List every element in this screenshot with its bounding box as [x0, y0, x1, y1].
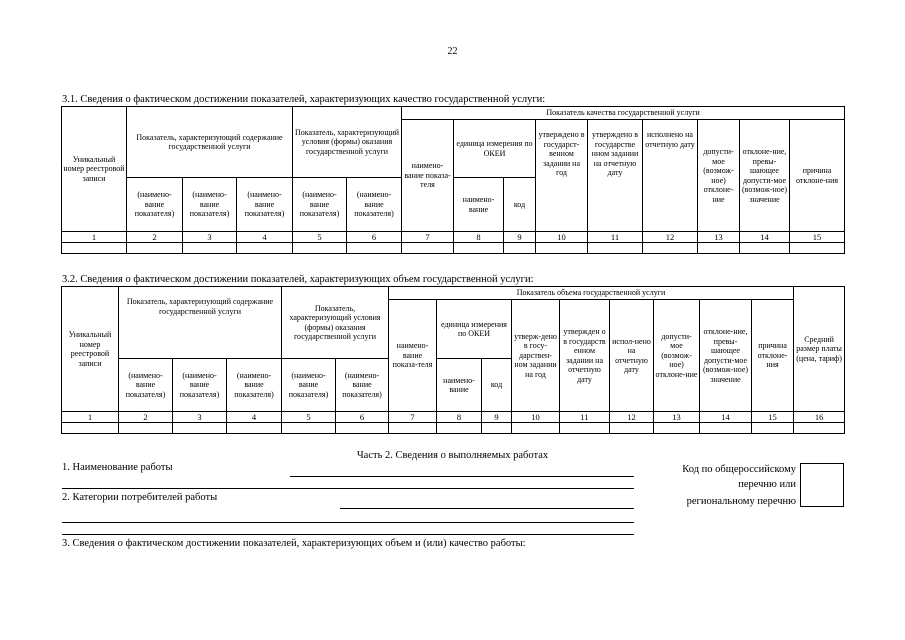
header-executed: испол-нено на отчетную дату [610, 300, 654, 412]
header-allowed-deviation: допусти-мое (возмож-ное) отклоне-ние [698, 120, 740, 232]
column-number: 5 [293, 232, 347, 243]
data-cell[interactable] [127, 243, 183, 254]
data-cell[interactable] [643, 243, 698, 254]
consumers-line[interactable] [340, 508, 634, 509]
work-name-line[interactable] [290, 476, 634, 477]
header-quality-indicator: Показатель качества государственной услуги [402, 107, 845, 120]
data-cell[interactable] [227, 423, 282, 434]
data-cell[interactable] [482, 423, 512, 434]
consumers-line-3[interactable] [62, 534, 634, 535]
quality-table [61, 106, 845, 254]
data-cell[interactable] [560, 423, 610, 434]
consumers-label: 2. Категории потребителей работы [62, 492, 218, 503]
data-cell[interactable] [437, 423, 482, 434]
code-label-line-3: региональному перечню [686, 496, 796, 507]
work-name-label: 1. Наименование работы [62, 462, 173, 473]
code-label [640, 462, 796, 492]
consumers-line-2[interactable] [62, 522, 634, 523]
section-3-work-label: 3. Сведения о фактическом достижении показателей, характеризующих объем и (или) качество работы: [62, 538, 526, 549]
column-number: 16 [794, 412, 845, 423]
column-number: 2 [119, 412, 173, 423]
data-cell[interactable] [282, 423, 336, 434]
header-unit-name: наимено-вание [437, 359, 482, 412]
subheader-name: (наимено-вание показателя) [293, 178, 347, 232]
data-cell[interactable] [504, 243, 536, 254]
header-exceeding-deviation: отклоне-ние, превы-шающее допусти-мое (возмож-ное) значение [700, 300, 752, 412]
column-number: 4 [227, 412, 282, 423]
section-3-1-title: 3.1. Сведения о фактическом достижении показателей, характеризующих качество государственной услуги: [62, 94, 546, 105]
code-label-line-1: Код по общероссийскому [682, 464, 796, 475]
data-cell[interactable] [402, 243, 454, 254]
column-number: 10 [512, 412, 560, 423]
data-cell[interactable] [790, 243, 845, 254]
column-number: 12 [643, 232, 698, 243]
subheader-name: (наимено-вание показателя) [127, 178, 183, 232]
subheader-name: (наимено-вание показателя) [336, 359, 389, 412]
header-unit-code: код [504, 178, 536, 232]
header-content-indicator: Показатель, характеризующий содержание государственной услуги [127, 107, 293, 178]
data-cell[interactable] [237, 243, 293, 254]
data-cell[interactable] [654, 423, 700, 434]
subheader-name: (наимено-вание показателя) [347, 178, 402, 232]
column-number: 7 [402, 232, 454, 243]
column-number: 11 [560, 412, 610, 423]
column-number: 1 [62, 232, 127, 243]
header-average-fee: Средний размер платы (цена, тариф) [794, 287, 845, 412]
data-cell[interactable] [454, 243, 504, 254]
data-cell[interactable] [173, 423, 227, 434]
data-cell[interactable] [347, 243, 402, 254]
column-number: 15 [790, 232, 845, 243]
header-allowed-deviation: допусти-мое (возмож-ное) отклоне-ние [654, 300, 700, 412]
column-number: 3 [183, 232, 237, 243]
header-conditions-indicator: Показатель, характеризующий условия (формы) оказания государственной услуги [293, 107, 402, 178]
header-unit-code: код [482, 359, 512, 412]
table-row [62, 243, 845, 254]
page-number: 22 [447, 46, 458, 57]
data-cell[interactable] [119, 423, 173, 434]
data-cell[interactable] [336, 423, 389, 434]
data-cell[interactable] [536, 243, 588, 254]
code-label-line-2: перечню или [738, 479, 796, 490]
column-number: 6 [336, 412, 389, 423]
header-unit-name: наимено-вание [454, 178, 504, 232]
data-cell[interactable] [62, 243, 127, 254]
data-cell[interactable] [183, 243, 237, 254]
section-3-2-title: 3.2. Сведения о фактическом достижении показателей, характеризующих объем государственной услуги: [62, 274, 534, 285]
data-cell[interactable] [512, 423, 560, 434]
data-cell[interactable] [293, 243, 347, 254]
column-number: 15 [752, 412, 794, 423]
data-cell[interactable] [740, 243, 790, 254]
header-unit-okei: единица измерения по ОКЕИ [437, 300, 512, 359]
column-number: 9 [482, 412, 512, 423]
column-number: 13 [698, 232, 740, 243]
data-cell[interactable] [794, 423, 845, 434]
header-exceeding-deviation: отклоне-ние, превы-шающее допусти-мое (возмож-ное) значение [740, 120, 790, 232]
subheader-name: (наимено-вание показателя) [183, 178, 237, 232]
data-cell[interactable] [752, 423, 794, 434]
header-executed: исполнено на отчетную дату [643, 120, 698, 232]
data-cell[interactable] [700, 423, 752, 434]
table-row [62, 423, 845, 434]
column-number: 14 [740, 232, 790, 243]
header-approved-date: утвержден о в государств енном задании на отчетную дату [560, 300, 610, 412]
header-unit-okei: единица измерения по ОКЕИ [454, 120, 536, 178]
data-cell[interactable] [389, 423, 437, 434]
column-number: 13 [654, 412, 700, 423]
header-unique-record: Уникальный номер реестровой записи [62, 107, 127, 232]
header-content-indicator: Показатель, характеризующий содержание государственной услуги [119, 287, 282, 359]
column-number: 10 [536, 232, 588, 243]
subheader-name: (наимено-вание показателя) [119, 359, 173, 412]
column-number: 7 [389, 412, 437, 423]
header-approved-year: утверждено в государст-венном задании на год [536, 120, 588, 232]
subheader-name: (наимено-вание показателя) [282, 359, 336, 412]
column-number: 14 [700, 412, 752, 423]
column-number: 6 [347, 232, 402, 243]
part-2-title: Часть 2. Сведения о выполняемых работах [356, 450, 549, 461]
subheader-name: (наимено-вание показателя) [237, 178, 293, 232]
column-number: 4 [237, 232, 293, 243]
column-number: 8 [454, 232, 504, 243]
volume-table [61, 286, 845, 434]
column-number: 11 [588, 232, 643, 243]
header-conditions-indicator: Показатель, характеризующий условия (формы) оказания государственной услуги [282, 287, 389, 359]
column-number: 9 [504, 232, 536, 243]
header-volume-indicator: Показатель объема государственной услуги [389, 287, 794, 300]
column-number: 12 [610, 412, 654, 423]
subheader-name: (наимено-вание показателя) [227, 359, 282, 412]
column-number: 3 [173, 412, 227, 423]
column-number: 1 [62, 412, 119, 423]
column-number: 2 [127, 232, 183, 243]
data-cell[interactable] [610, 423, 654, 434]
header-approved-year: утверж-дено в госу-дарствен-ном задании на год [512, 300, 560, 412]
header-approved-date: утверждено в государстве нном задании на отчетную дату [588, 120, 643, 232]
header-deviation-reason: причина отклоне-ния [752, 300, 794, 412]
header-unique-record: Уникальный номер реестровой записи [62, 287, 119, 412]
data-cell[interactable] [62, 423, 119, 434]
code-box[interactable] [800, 463, 844, 507]
header-indicator-name: наимено-вание показа-теля [402, 120, 454, 232]
data-cell[interactable] [588, 243, 643, 254]
column-number: 5 [282, 412, 336, 423]
header-indicator-name: наимено-вание показа-теля [389, 300, 437, 412]
subheader-name: (наимено-вание показателя) [173, 359, 227, 412]
data-cell[interactable] [698, 243, 740, 254]
header-deviation-reason: причина отклоне-ния [790, 120, 845, 232]
column-number: 8 [437, 412, 482, 423]
work-name-line-2[interactable] [62, 488, 634, 489]
